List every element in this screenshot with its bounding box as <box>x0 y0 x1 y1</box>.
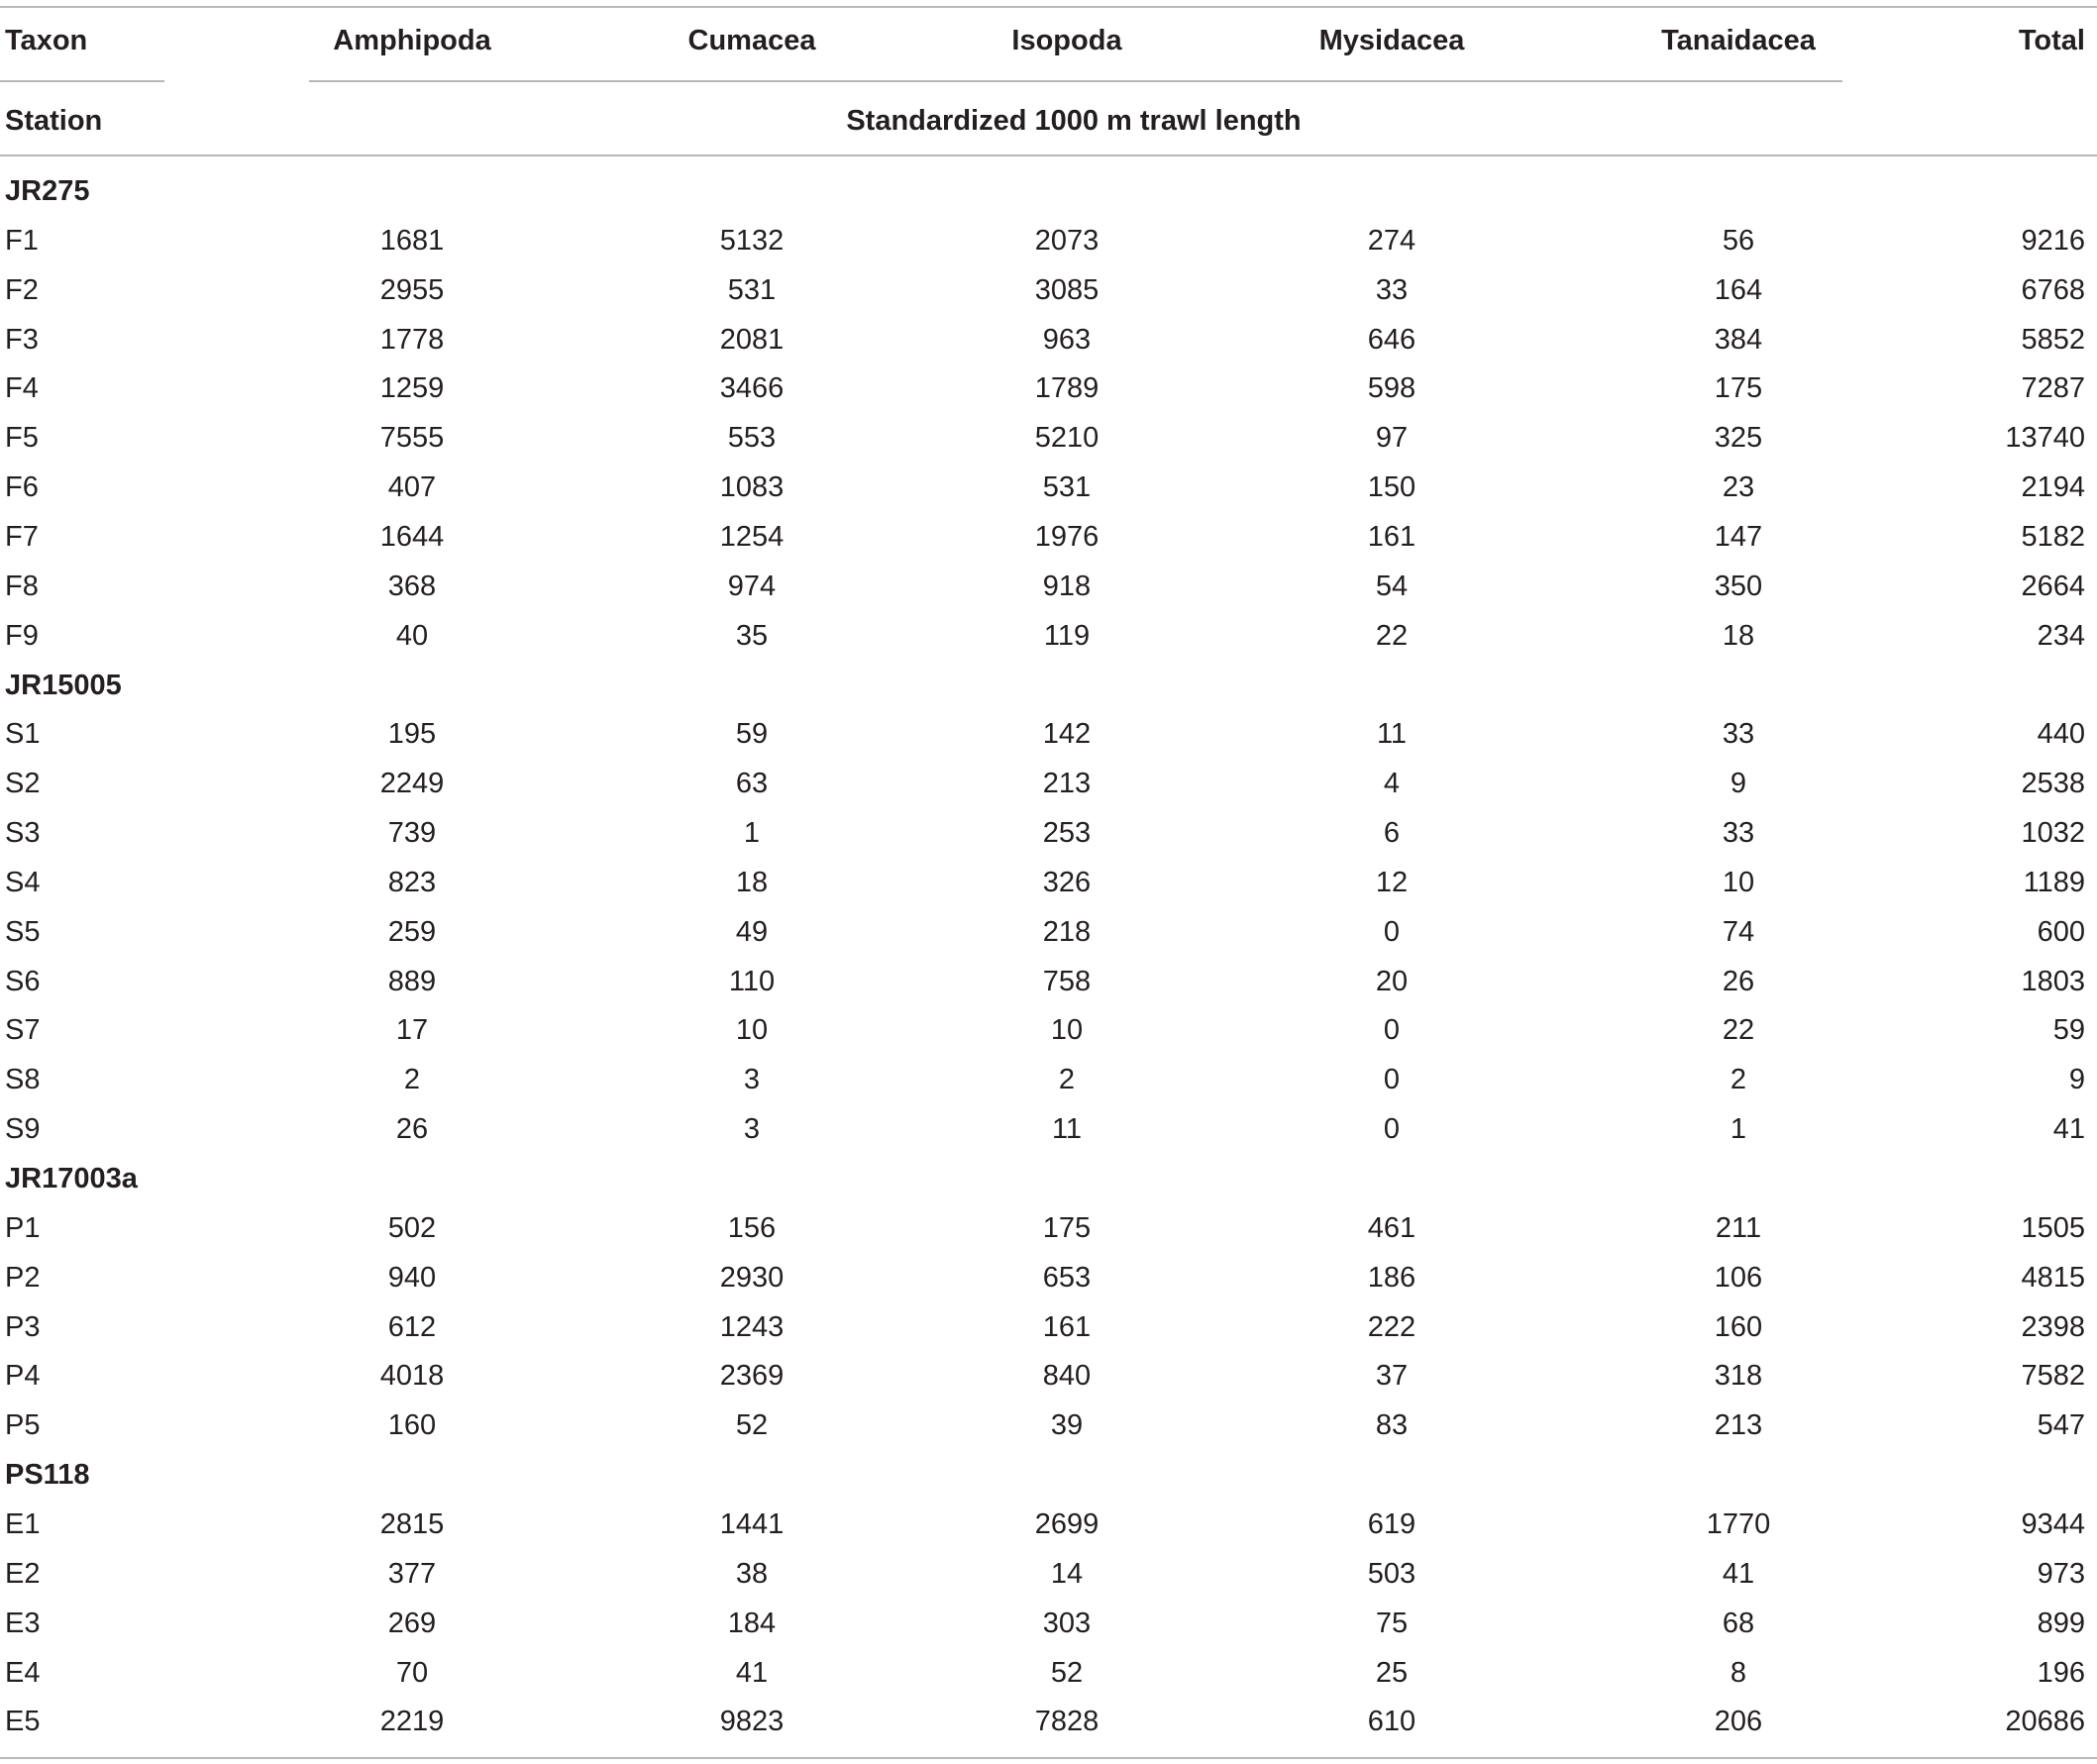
station-label: F2 <box>5 273 39 306</box>
cell-mysidacea: 83 <box>1375 1409 1409 1442</box>
cell-isopoda: 213 <box>1042 768 1092 800</box>
station-label: S7 <box>5 1014 41 1047</box>
cell-cumacea: 1083 <box>719 471 785 504</box>
cell-total: 9216 <box>2021 224 2085 257</box>
station-label: S3 <box>5 817 41 850</box>
cell-cumacea: 38 <box>735 1557 769 1590</box>
taxa-underline <box>309 80 1842 82</box>
cell-tanaidacea: 164 <box>1714 273 1763 306</box>
cell-total: 13740 <box>2005 422 2085 455</box>
cell-total: 973 <box>2037 1557 2085 1590</box>
taxon-header: Taxon <box>5 25 88 56</box>
cell-tanaidacea: 106 <box>1714 1261 1763 1294</box>
cell-total: 41 <box>2052 1113 2085 1146</box>
cell-isopoda: 142 <box>1042 718 1092 751</box>
cell-mysidacea: 186 <box>1367 1261 1416 1294</box>
cell-mysidacea: 0 <box>1383 1064 1401 1096</box>
cell-isopoda: 7828 <box>1034 1706 1100 1738</box>
cell-amphipoda: 940 <box>387 1261 437 1294</box>
cell-total: 2194 <box>2021 471 2085 504</box>
cell-tanaidacea: 56 <box>1722 224 1755 257</box>
cell-isopoda: 303 <box>1042 1607 1092 1639</box>
cell-amphipoda: 26 <box>395 1113 429 1146</box>
cell-amphipoda: 2955 <box>379 273 445 306</box>
cell-cumacea: 5132 <box>719 224 785 257</box>
cell-total: 547 <box>2037 1409 2085 1442</box>
cell-mysidacea: 461 <box>1367 1211 1416 1244</box>
cell-tanaidacea: 23 <box>1722 471 1755 504</box>
cell-total: 2398 <box>2021 1310 2085 1343</box>
cell-total: 59 <box>2052 1014 2085 1047</box>
station-label: P2 <box>5 1261 41 1294</box>
cell-cumacea: 1254 <box>719 520 785 553</box>
cell-cumacea: 974 <box>727 570 777 602</box>
bottom-rule <box>0 1757 2097 1759</box>
station-label: S4 <box>5 866 41 898</box>
cell-amphipoda: 40 <box>395 619 429 652</box>
cell-tanaidacea: 211 <box>1715 1211 1762 1244</box>
cell-tanaidacea: 33 <box>1722 718 1755 751</box>
cell-cumacea: 49 <box>735 915 769 948</box>
cell-cumacea: 184 <box>727 1607 777 1639</box>
cell-amphipoda: 502 <box>387 1211 437 1244</box>
station-label: F5 <box>5 422 39 455</box>
cell-amphipoda: 2815 <box>379 1507 445 1540</box>
cell-mysidacea: 274 <box>1367 224 1416 257</box>
cell-isopoda: 119 <box>1043 619 1091 652</box>
cell-cumacea: 63 <box>735 768 769 800</box>
cell-total: 196 <box>2037 1656 2085 1689</box>
cell-isopoda: 5210 <box>1034 422 1100 455</box>
cell-mysidacea: 619 <box>1367 1507 1416 1540</box>
station-label: F1 <box>5 224 39 257</box>
cell-isopoda: 2 <box>1058 1064 1076 1096</box>
station-label: F4 <box>5 372 39 405</box>
column-header-amphipoda: Amphipoda <box>333 25 491 56</box>
station-header: Station <box>5 105 103 137</box>
cell-amphipoda: 70 <box>395 1656 429 1689</box>
station-label: E4 <box>5 1656 41 1689</box>
cell-isopoda: 161 <box>1042 1310 1092 1343</box>
cell-isopoda: 758 <box>1042 965 1092 997</box>
cell-isopoda: 11 <box>1051 1113 1083 1146</box>
cell-amphipoda: 195 <box>387 718 437 751</box>
cell-cumacea: 1 <box>743 817 761 850</box>
cell-mysidacea: 22 <box>1375 619 1409 652</box>
cell-isopoda: 39 <box>1050 1409 1084 1442</box>
column-header-total: Total <box>2018 25 2085 56</box>
cell-tanaidacea: 2 <box>1730 1064 1747 1096</box>
cell-isopoda: 3085 <box>1034 273 1100 306</box>
cell-amphipoda: 407 <box>387 471 437 504</box>
cell-amphipoda: 1259 <box>379 372 445 405</box>
cell-cumacea: 531 <box>727 273 777 306</box>
cell-total: 440 <box>2037 718 2085 751</box>
station-label: F7 <box>5 520 39 553</box>
cell-isopoda: 918 <box>1042 570 1092 602</box>
cell-cumacea: 18 <box>735 866 769 898</box>
cell-isopoda: 1976 <box>1034 520 1100 553</box>
cell-tanaidacea: 10 <box>1722 866 1755 898</box>
group-header: JR17003a <box>5 1163 138 1194</box>
station-label: P5 <box>5 1409 41 1442</box>
cell-tanaidacea: 175 <box>1714 372 1763 405</box>
cell-total: 1189 <box>2023 866 2085 898</box>
cell-cumacea: 2930 <box>719 1261 785 1294</box>
cell-tanaidacea: 206 <box>1714 1706 1763 1738</box>
station-label: F8 <box>5 570 39 602</box>
cell-cumacea: 41 <box>735 1656 769 1689</box>
cell-mysidacea: 25 <box>1375 1656 1409 1689</box>
cell-tanaidacea: 41 <box>1722 1557 1755 1590</box>
cell-amphipoda: 259 <box>387 915 437 948</box>
cell-total: 899 <box>2037 1607 2085 1639</box>
cell-cumacea: 3 <box>743 1064 761 1096</box>
cell-total: 5182 <box>2021 520 2085 553</box>
cell-tanaidacea: 18 <box>1722 619 1755 652</box>
cell-tanaidacea: 160 <box>1714 1310 1763 1343</box>
cell-cumacea: 59 <box>735 718 769 751</box>
group-header: PS118 <box>5 1459 90 1492</box>
cell-tanaidacea: 1 <box>1730 1113 1747 1146</box>
cell-total: 1505 <box>2021 1211 2085 1244</box>
cell-isopoda: 10 <box>1050 1014 1084 1047</box>
cell-mysidacea: 646 <box>1367 323 1416 356</box>
cell-tanaidacea: 74 <box>1722 915 1755 948</box>
station-label: S1 <box>5 718 41 751</box>
station-label: E5 <box>5 1706 41 1738</box>
cell-isopoda: 531 <box>1042 471 1092 504</box>
cell-tanaidacea: 33 <box>1722 817 1755 850</box>
cell-isopoda: 326 <box>1042 866 1092 898</box>
cell-mysidacea: 0 <box>1383 915 1401 948</box>
cell-total: 6768 <box>2021 273 2085 306</box>
cell-amphipoda: 4018 <box>379 1360 445 1393</box>
cell-total: 5852 <box>2021 323 2085 356</box>
cell-total: 7582 <box>2021 1360 2085 1393</box>
cell-total: 1803 <box>2021 965 2085 997</box>
column-header-tanaidacea: Tanaidacea <box>1661 25 1816 56</box>
cell-amphipoda: 368 <box>387 570 437 602</box>
station-label: E2 <box>5 1557 41 1590</box>
cell-amphipoda: 889 <box>387 965 437 997</box>
cell-mysidacea: 11 <box>1376 718 1408 751</box>
cell-cumacea: 110 <box>728 965 776 997</box>
cell-cumacea: 3 <box>743 1113 761 1146</box>
cell-amphipoda: 739 <box>387 817 437 850</box>
station-label: S9 <box>5 1113 41 1146</box>
cell-isopoda: 253 <box>1042 817 1092 850</box>
cell-amphipoda: 612 <box>387 1310 437 1343</box>
cell-mysidacea: 0 <box>1383 1113 1401 1146</box>
cell-amphipoda: 160 <box>387 1409 437 1442</box>
cell-amphipoda: 1681 <box>379 224 445 257</box>
cell-mysidacea: 75 <box>1375 1607 1409 1639</box>
cell-amphipoda: 2249 <box>379 768 445 800</box>
cell-tanaidacea: 8 <box>1730 1656 1747 1689</box>
station-label: S5 <box>5 915 41 948</box>
column-header-isopoda: Isopoda <box>1011 25 1122 56</box>
cell-cumacea: 52 <box>735 1409 769 1442</box>
cell-total: 234 <box>2037 619 2085 652</box>
cell-isopoda: 2699 <box>1034 1507 1100 1540</box>
station-label: E3 <box>5 1607 41 1639</box>
header-bottom-rule <box>0 155 2097 156</box>
top-rule <box>0 6 2097 8</box>
cell-tanaidacea: 325 <box>1714 422 1763 455</box>
cell-mysidacea: 222 <box>1367 1310 1416 1343</box>
station-label: S2 <box>5 768 41 800</box>
cell-isopoda: 1789 <box>1034 372 1100 405</box>
cell-cumacea: 156 <box>727 1211 777 1244</box>
cell-total: 9344 <box>2021 1507 2085 1540</box>
station-label: P1 <box>5 1211 41 1244</box>
cell-total: 2538 <box>2021 768 2085 800</box>
cell-mysidacea: 598 <box>1367 372 1416 405</box>
taxon-underline <box>0 80 164 82</box>
cell-isopoda: 653 <box>1042 1261 1092 1294</box>
station-label: P4 <box>5 1360 41 1393</box>
cell-amphipoda: 7555 <box>379 422 445 455</box>
cell-total: 2664 <box>2021 570 2085 602</box>
cell-mysidacea: 161 <box>1367 520 1416 553</box>
station-label: S6 <box>5 965 41 997</box>
cell-isopoda: 2073 <box>1034 224 1100 257</box>
cell-isopoda: 175 <box>1042 1211 1092 1244</box>
cell-isopoda: 52 <box>1050 1656 1084 1689</box>
station-label: F6 <box>5 471 39 504</box>
cell-cumacea: 35 <box>735 619 769 652</box>
unit-subheader: Standardized 1000 m trawl length <box>846 105 1302 137</box>
cell-amphipoda: 2219 <box>379 1706 445 1738</box>
cell-cumacea: 2369 <box>719 1360 785 1393</box>
station-label: S8 <box>5 1064 41 1096</box>
cell-cumacea: 1441 <box>719 1507 785 1540</box>
cell-total: 1032 <box>2021 817 2085 850</box>
group-header: JR275 <box>5 175 90 207</box>
cell-amphipoda: 2 <box>403 1064 421 1096</box>
cell-isopoda: 840 <box>1042 1360 1092 1393</box>
cell-cumacea: 3466 <box>719 372 785 405</box>
cell-tanaidacea: 26 <box>1722 965 1755 997</box>
station-label: P3 <box>5 1310 41 1343</box>
cell-isopoda: 14 <box>1050 1557 1084 1590</box>
cell-cumacea: 10 <box>735 1014 769 1047</box>
cell-amphipoda: 269 <box>387 1607 437 1639</box>
cell-mysidacea: 37 <box>1375 1360 1409 1393</box>
station-label: F3 <box>5 323 39 356</box>
cell-mysidacea: 33 <box>1375 273 1409 306</box>
cell-tanaidacea: 384 <box>1714 323 1763 356</box>
cell-cumacea: 553 <box>727 422 777 455</box>
cell-mysidacea: 503 <box>1367 1557 1416 1590</box>
cell-total: 7287 <box>2021 372 2085 405</box>
cell-cumacea: 2081 <box>719 323 785 356</box>
cell-isopoda: 218 <box>1042 915 1092 948</box>
cell-mysidacea: 150 <box>1367 471 1416 504</box>
cell-amphipoda: 1778 <box>379 323 445 356</box>
station-label: F9 <box>5 619 39 652</box>
cell-amphipoda: 17 <box>395 1014 429 1047</box>
cell-total: 9 <box>2068 1064 2085 1096</box>
cell-amphipoda: 1644 <box>379 520 445 553</box>
cell-total: 4815 <box>2021 1261 2085 1294</box>
cell-mysidacea: 6 <box>1383 817 1401 850</box>
cell-tanaidacea: 68 <box>1722 1607 1755 1639</box>
cell-amphipoda: 823 <box>387 866 437 898</box>
cell-mysidacea: 20 <box>1375 965 1409 997</box>
cell-total: 600 <box>2037 915 2085 948</box>
cell-isopoda: 963 <box>1042 323 1092 356</box>
cell-amphipoda: 377 <box>387 1557 437 1590</box>
cell-mysidacea: 54 <box>1375 570 1409 602</box>
cell-cumacea: 1243 <box>719 1310 785 1343</box>
group-header: JR15005 <box>5 669 122 701</box>
cell-tanaidacea: 22 <box>1722 1014 1755 1047</box>
cell-total: 20686 <box>2005 1706 2085 1738</box>
cell-mysidacea: 4 <box>1383 768 1401 800</box>
cell-tanaidacea: 9 <box>1730 768 1747 800</box>
column-header-cumacea: Cumacea <box>687 25 816 56</box>
cell-tanaidacea: 213 <box>1714 1409 1763 1442</box>
column-header-mysidacea: Mysidacea <box>1318 25 1465 56</box>
cell-tanaidacea: 1770 <box>1706 1507 1771 1540</box>
cell-cumacea: 9823 <box>719 1706 785 1738</box>
cell-mysidacea: 97 <box>1375 422 1409 455</box>
cell-mysidacea: 12 <box>1375 866 1409 898</box>
cell-mysidacea: 0 <box>1383 1014 1401 1047</box>
cell-mysidacea: 610 <box>1367 1706 1416 1738</box>
cell-tanaidacea: 318 <box>1714 1360 1763 1393</box>
cell-tanaidacea: 147 <box>1714 520 1763 553</box>
station-label: E1 <box>5 1507 41 1540</box>
cell-tanaidacea: 350 <box>1714 570 1763 602</box>
